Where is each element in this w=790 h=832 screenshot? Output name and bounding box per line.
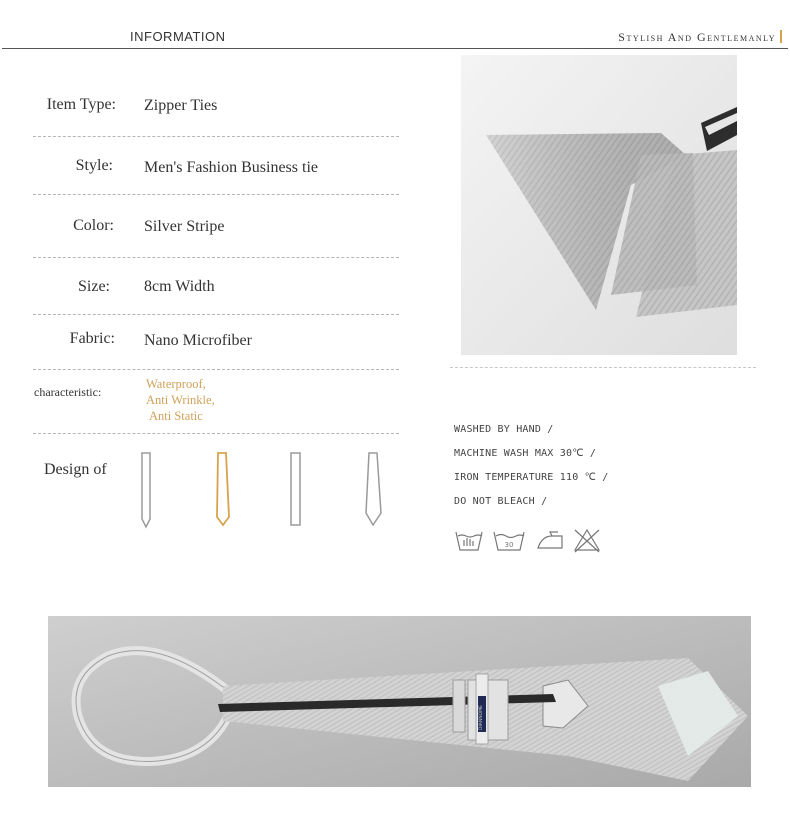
- row-divider: [33, 257, 399, 258]
- header-divider: [2, 48, 788, 49]
- characteristic-value: Anti Static: [149, 409, 203, 423]
- design-label: Design of: [44, 461, 107, 478]
- spec-value: Nano Microfiber: [144, 332, 252, 349]
- spec-label: Style:: [75, 157, 113, 174]
- standard-tie-highlighted-icon: [213, 451, 233, 531]
- spec-value: Zipper Ties: [144, 97, 218, 114]
- wide-tie-icon: [362, 451, 386, 531]
- care-icons: [454, 526, 614, 554]
- care-line: MACHINE WASH MAX 30℃ /: [454, 448, 597, 459]
- photo-divider: [450, 367, 756, 368]
- row-divider: [33, 369, 399, 370]
- characteristic-label: characteristic:: [34, 385, 102, 399]
- care-line: DO NOT BLEACH /: [454, 496, 548, 507]
- spec-label: Size:: [78, 278, 110, 295]
- spec-value: Men's Fashion Business tie: [144, 159, 318, 176]
- product-photo: [461, 55, 737, 355]
- row-divider: [33, 433, 399, 434]
- spec-label: Fabric:: [69, 330, 115, 347]
- care-line: IRON TEMPERATURE 110 ℃ /: [454, 472, 609, 483]
- do-not-bleach-icon: [575, 530, 599, 552]
- tagline-accent-bar: [780, 30, 782, 43]
- characteristic-value: Waterproof,: [146, 377, 206, 391]
- brand-label: DIANNOME: [479, 705, 484, 730]
- spec-value: 8cm Width: [144, 278, 215, 295]
- iron-icon: [538, 532, 562, 548]
- section-title: INFORMATION: [130, 29, 226, 44]
- hand-wash-icon: [456, 532, 482, 550]
- care-line: WASHED BY HAND /: [454, 424, 554, 435]
- straight-tie-icon: [288, 451, 304, 531]
- row-divider: [33, 194, 399, 195]
- characteristic-values: [146, 376, 215, 424]
- tagline-text: Stylish And Gentlemanly: [618, 30, 776, 44]
- full-tie-photo: [48, 616, 751, 787]
- row-divider: [33, 314, 399, 315]
- slim-tie-icon: [138, 451, 154, 531]
- spec-label: Item Type:: [46, 96, 116, 113]
- wash-temp-label: 30: [504, 541, 514, 549]
- characteristic-value: Anti Wrinkle,: [146, 393, 215, 407]
- spec-value: Silver Stripe: [144, 218, 225, 235]
- tagline: [618, 30, 782, 45]
- spec-label: Color:: [73, 217, 114, 234]
- row-divider: [33, 136, 399, 137]
